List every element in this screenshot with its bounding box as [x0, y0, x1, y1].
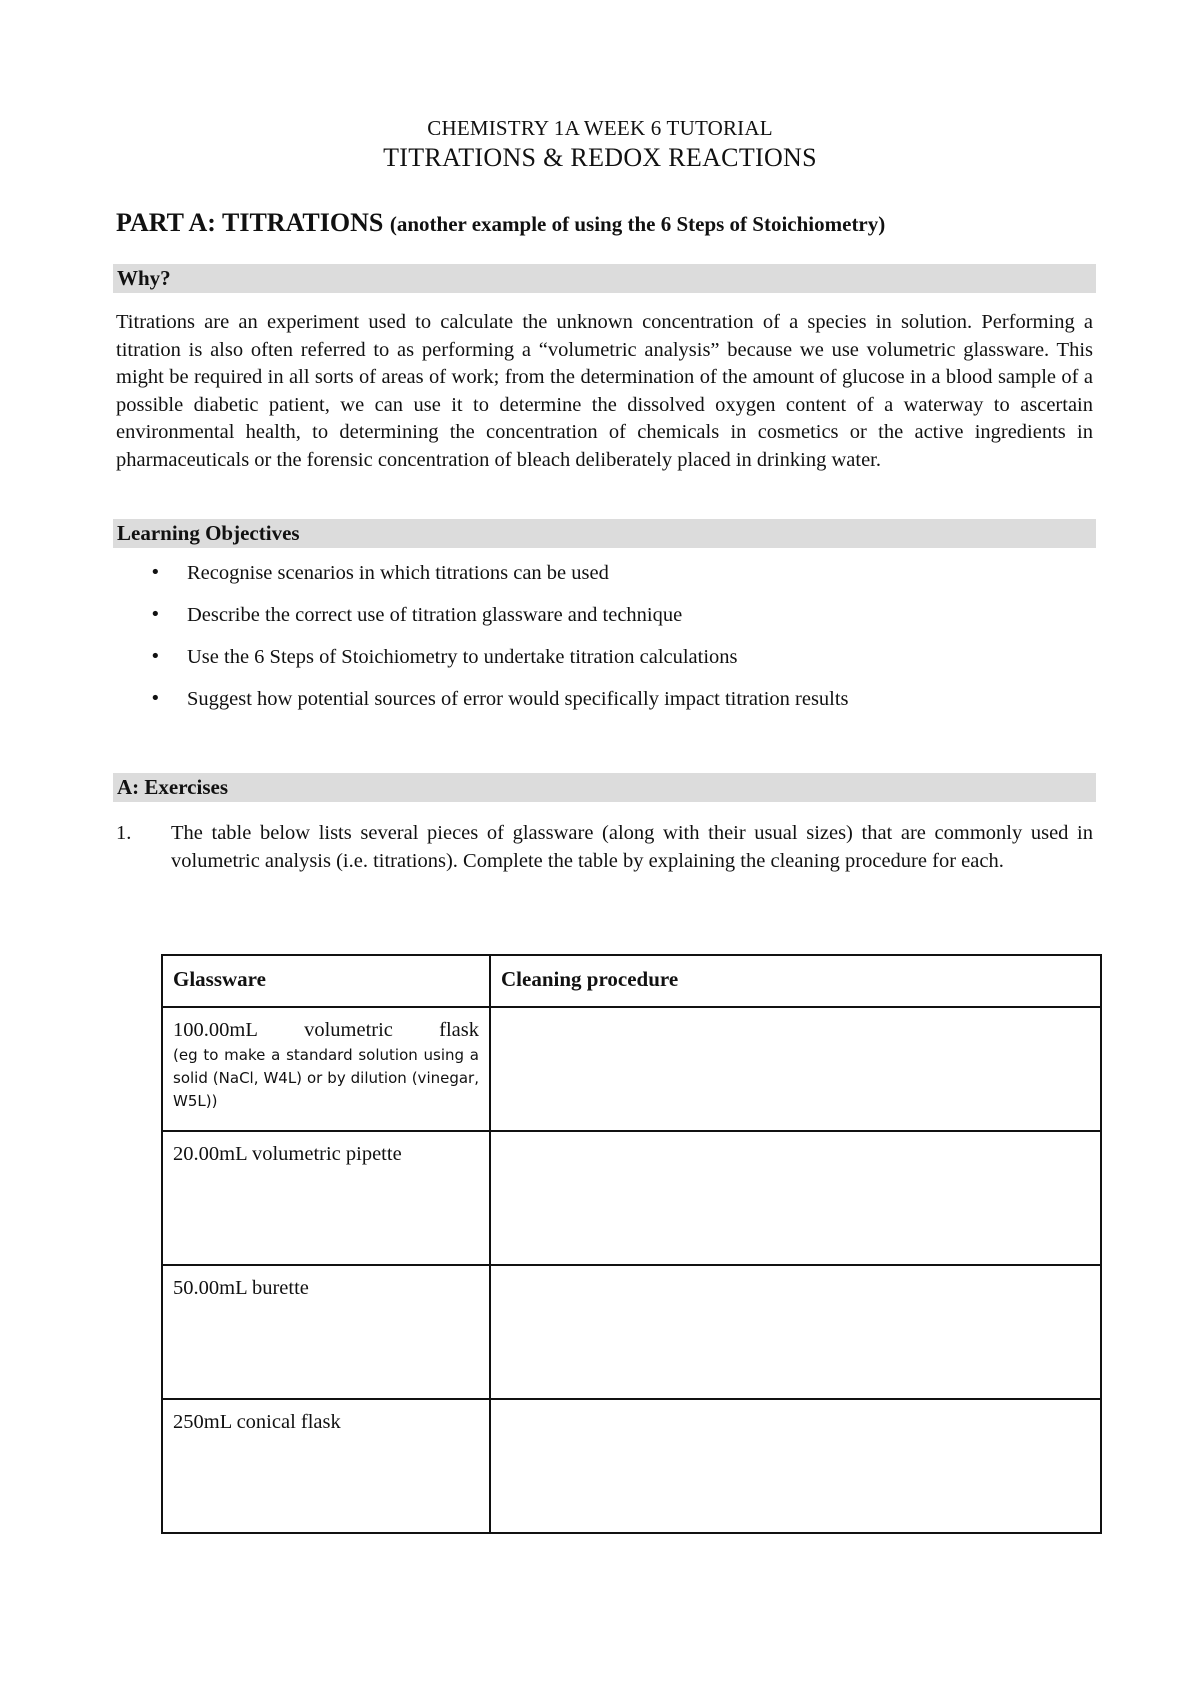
glassware-cell: 250mL conical flask [162, 1399, 490, 1533]
part-a-title: PART A: TITRATIONS [116, 208, 384, 237]
question-text: The table below lists several pieces of glassware (along with their usual sizes) that are commonly used in volumetric analysis (i.e. titrations). Complete the table by explaining the cleaning procedure for each. [171, 822, 1093, 872]
exercises-section-bar: A: Exercises [113, 773, 1096, 802]
learning-objectives-list [116, 559, 849, 727]
question-1 [116, 820, 1093, 875]
course-title: CHEMISTRY 1A WEEK 6 TUTORIAL [427, 116, 773, 140]
page-header [0, 114, 1200, 174]
table-row [162, 1265, 1101, 1399]
objective-item: • Suggest how potential sources of error would specifically impact titration results [116, 685, 849, 727]
page-title: TITRATIONS & REDOX REACTIONS [383, 143, 817, 172]
objective-item: • Describe the correct use of titration glassware and technique [116, 601, 849, 643]
header-cleaning-procedure: Cleaning procedure [490, 955, 1101, 1007]
part-a-subtitle: (another example of using the 6 Steps of Stoichiometry) [389, 212, 886, 236]
glassware-cell: 20.00mL volumetric pipette [162, 1131, 490, 1265]
glassware-size: 100.00mL [173, 1019, 258, 1041]
table-header-row [162, 955, 1101, 1007]
glassware-note: (eg to make a standard solution using a solid (NaCl, W4L) or by dilution (vinegar, W5L)) [173, 1046, 479, 1110]
question-number: 1. [116, 822, 132, 844]
table-row [162, 1131, 1101, 1265]
glassware-kind: flask [439, 1019, 479, 1041]
procedure-cell[interactable] [490, 1131, 1101, 1265]
procedure-cell[interactable] [490, 1399, 1101, 1533]
table-row [162, 1399, 1101, 1533]
glassware-type: volumetric [304, 1019, 393, 1041]
glassware-name [173, 1016, 479, 1044]
glassware-cell [162, 1007, 490, 1131]
procedure-cell[interactable] [490, 1265, 1101, 1399]
procedure-cell[interactable] [490, 1007, 1101, 1131]
learning-objectives-bar: Learning Objectives [113, 519, 1096, 548]
glassware-cell: 50.00mL burette [162, 1265, 490, 1399]
table-row [162, 1007, 1101, 1131]
objective-item: • Use the 6 Steps of Stoichiometry to undertake titration calculations [116, 643, 849, 685]
objective-item: • Recognise scenarios in which titrations can be used [116, 559, 849, 601]
part-a-heading [116, 208, 885, 238]
header-glassware: Glassware [162, 955, 490, 1007]
glassware-table [161, 954, 1102, 1534]
why-paragraph: Titrations are an experiment used to calculate the unknown concentration of a species in solution. Performing a titration is also often referred to as performing a “volumetric analysis” because we use volumetric glassware. This might be required in all sorts of areas of work; from the determination of the amount of glucose in a blood sample of a possible diabetic patient, we can use it to determine the dissolved oxygen content of a waterway to ascertain environmental health, to determining the concentration of chemicals in cosmetics or the active ingredients in pharmaceuticals or the forensic concentration of bleach deliberately placed in drinking water. [116, 311, 1093, 471]
why-section-bar: Why? [113, 264, 1096, 293]
